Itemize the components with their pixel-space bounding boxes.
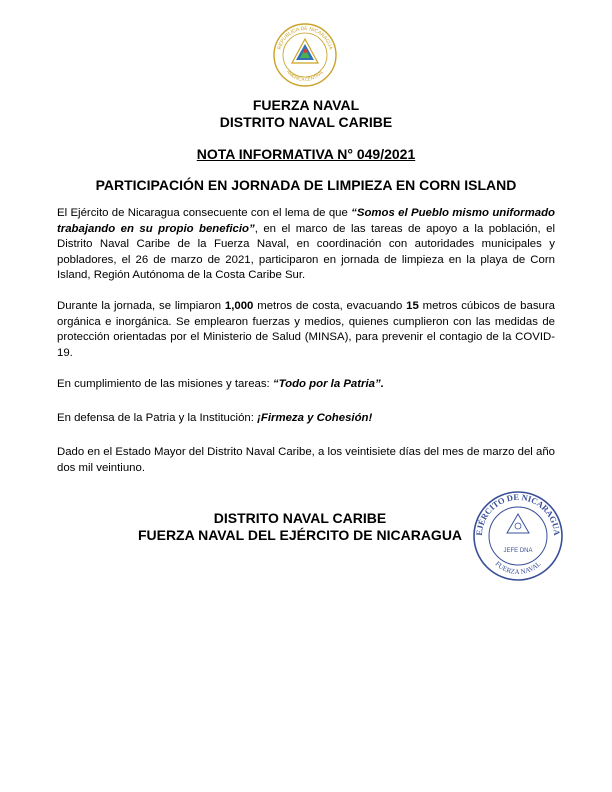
- paragraph-missions: [57, 377, 555, 393]
- paragraph-dated: Dado en el Estado Mayor del Distrito Naval Caribe, a los veintisiete días del mes de marzo del año dos mil veintiuno.: [57, 446, 555, 474]
- army-motto: “Somos el Pueblo mismo uniformado trabajando en su propio beneficio”: [57, 207, 555, 235]
- meters-cleaned-value: 1,000: [224, 300, 254, 312]
- note-title: NOTA INFORMATIVA N° 049/2021: [196, 146, 416, 162]
- signature-line-district: DISTRITO NAVAL CARIBE: [213, 510, 387, 526]
- paragraph-intro-text-a: El Ejército de Nicaragua consecuente con el lema de que: [57, 207, 352, 219]
- signature-line-navy: FUERZA NAVAL DEL EJÉRCITO DE NICARAGUA: [137, 527, 463, 543]
- svg-text:FUERZA NAVAL: [494, 560, 543, 576]
- cubic-meters-value: 15: [406, 300, 419, 312]
- header-line-district: DISTRITO NAVAL CARIBE: [219, 114, 393, 130]
- army-stamp-icon: [472, 490, 564, 582]
- svg-text:AMERICA CENTRAL: AMERICA CENTRAL: [285, 69, 325, 83]
- paragraph-results-text-b: metros de costa, evacuando: [253, 300, 407, 312]
- stamp-top-text: EJÉRCITO DE NICARAGUA: [473, 491, 563, 536]
- missions-motto: “Todo por la Patria”.: [272, 378, 384, 390]
- signature-block: [110, 510, 490, 544]
- paragraph-missions-text: En cumplimiento de las misiones y tareas:: [57, 378, 273, 390]
- stamp-middle-text: JEFE DNA: [503, 548, 533, 554]
- paragraph-intro: [57, 206, 555, 284]
- header-line-navy: FUERZA NAVAL: [252, 97, 360, 113]
- paragraph-results-text-a: Durante la jornada, se limpiaron: [57, 300, 225, 312]
- document-subject: PARTICIPACIÓN EN JORNADA DE LIMPIEZA EN CORN ISLAND: [95, 177, 517, 193]
- paragraph-intro-text-b: , en el marco de las tareas de apoyo a la población, el Distrito Naval Caribe de la Fuerza Naval, en coordinación con autoridades municipales y pobladores, el 26 de marzo de 2021, participaron en jornada de limpieza en la playa de Corn Island, Región Autónoma de la Costa Caribe Sur.: [57, 222, 555, 282]
- svg-text:REPUBLICA DE NICARAGUA: REPUBLICA DE NICARAGUA: [276, 25, 334, 51]
- organization-header: [0, 97, 612, 131]
- paragraph-defense-text: En defensa de la Patria y la Institución:: [57, 412, 258, 424]
- paragraph-results-text-c: metros cúbicos de basura orgánica e inorgánica. Se emplearon fuerzas y medios, quienes cumplieron con las medidas de protección orientadas por el Ministerio de Salud (MINSA), para prevenir el contagio de la COVID-19.: [57, 300, 555, 359]
- paragraph-results: [57, 299, 555, 361]
- coat-of-arms-seal: [272, 22, 338, 88]
- official-stamp: [472, 490, 564, 582]
- stamp-bottom-text: FUERZA NAVAL: [493, 559, 543, 577]
- defense-motto: ¡Firmeza y Cohesión!: [257, 412, 373, 424]
- nicaragua-seal-icon: [272, 22, 338, 88]
- paragraph-defense: [57, 411, 555, 427]
